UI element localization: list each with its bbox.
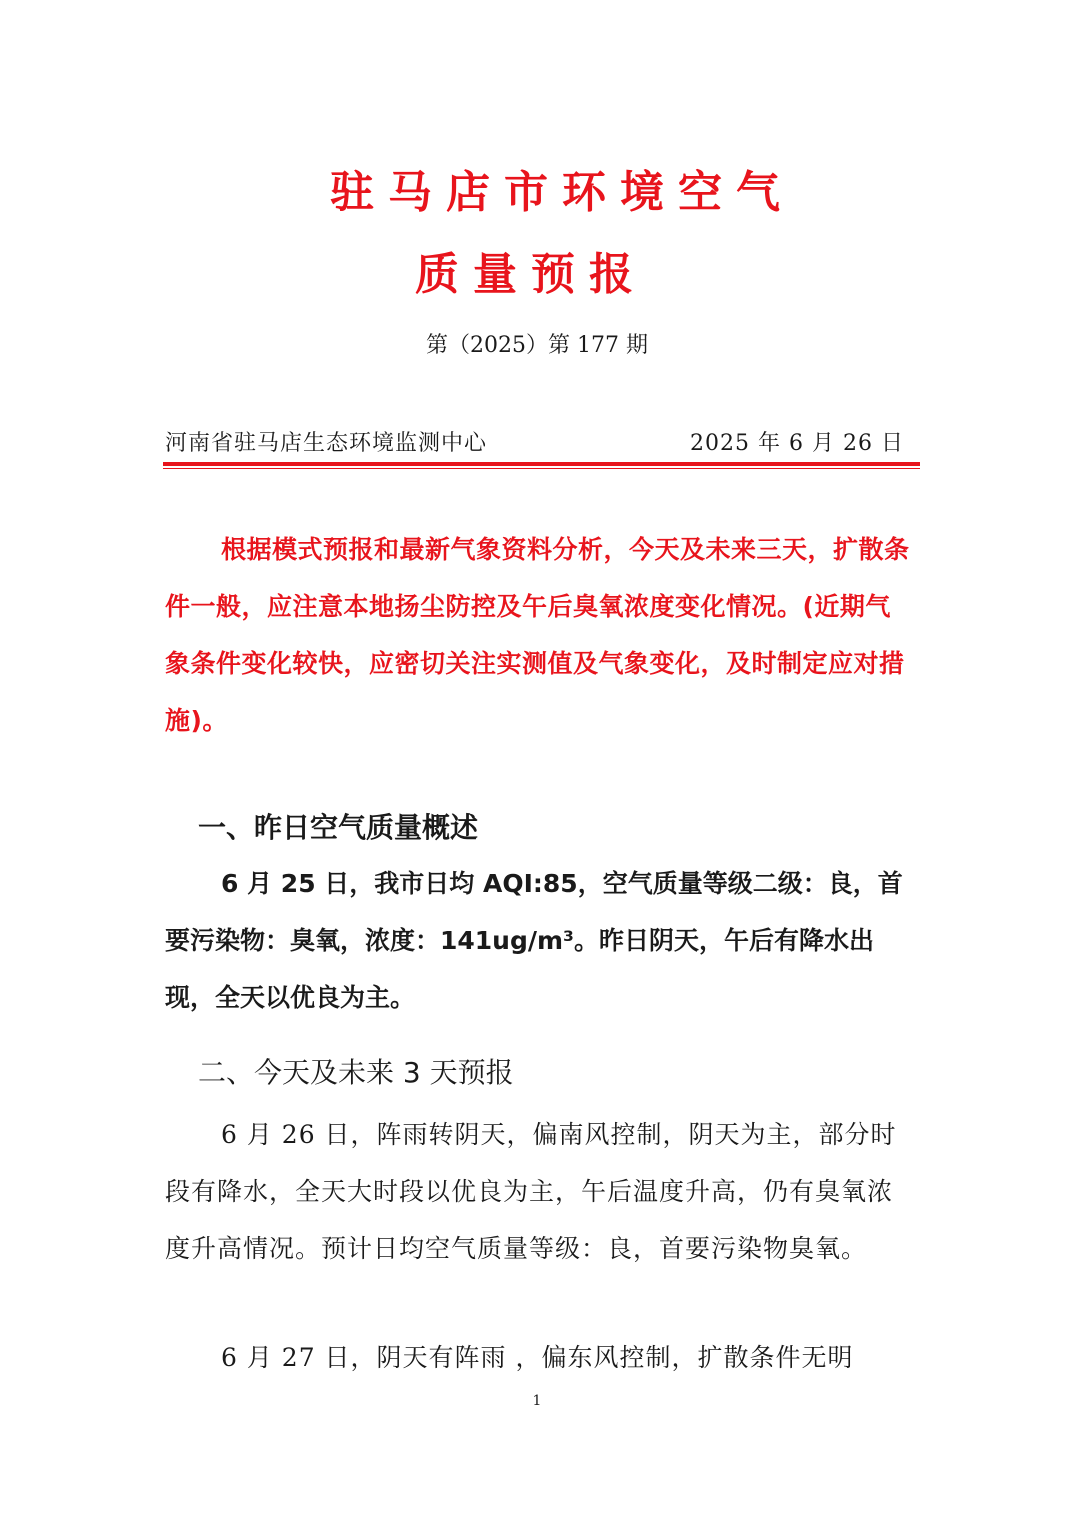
issuer-line bbox=[165, 426, 910, 460]
header-divider-thick bbox=[163, 462, 920, 466]
page-number: 1 bbox=[532, 1393, 542, 1409]
issue-number: 第（2025）第 177 期 bbox=[426, 333, 648, 358]
section-heading-forecast: 二、今天及未来 3 天预报 bbox=[198, 1056, 514, 1089]
yesterday-summary-paragraph: 6 月 25 日，我市日均 AQI:85，空气质量等级二级：良，首要污染物：臭氧，浓度：141ug/m³。昨日阴天，午后有降水出现，全天以优良为主。 bbox=[165, 869, 903, 1012]
forecast-paragraph-day2: 6 月 27 日，阴天有阵雨 ，偏东风控制，扩散条件无明 bbox=[221, 1343, 854, 1372]
issue-date: 2025 年 6 月 26 日 bbox=[690, 431, 904, 456]
report-title-line-2: 质量预报 bbox=[415, 249, 647, 300]
forecast-paragraph-day1: 6 月 26 日，阵雨转阴天，偏南风控制，阴天为主，部分时段有降水，全天大时段以优良为主，午后温度升高，仍有臭氧浓度升高情况。预计日均空气质量等级：良，首要污染物臭氧。 bbox=[165, 1120, 897, 1263]
report-title-line-1: 驻马店市环境空气 bbox=[330, 167, 794, 218]
issuing-organization: 河南省驻马店生态环境监测中心 bbox=[165, 431, 488, 456]
section-heading-yesterday: 一、昨日空气质量概述 bbox=[198, 811, 479, 844]
header-divider-thin bbox=[163, 468, 920, 469]
forecast-summary: 根据模式预报和最新气象资料分析，今天及未来三天，扩散条件一般，应注意本地扬尘防控及午后臭氧浓度变化情况。(近期气象条件变化较快，应密切关注实测值及气象变化，及时制定应对措施)。 bbox=[165, 535, 910, 735]
